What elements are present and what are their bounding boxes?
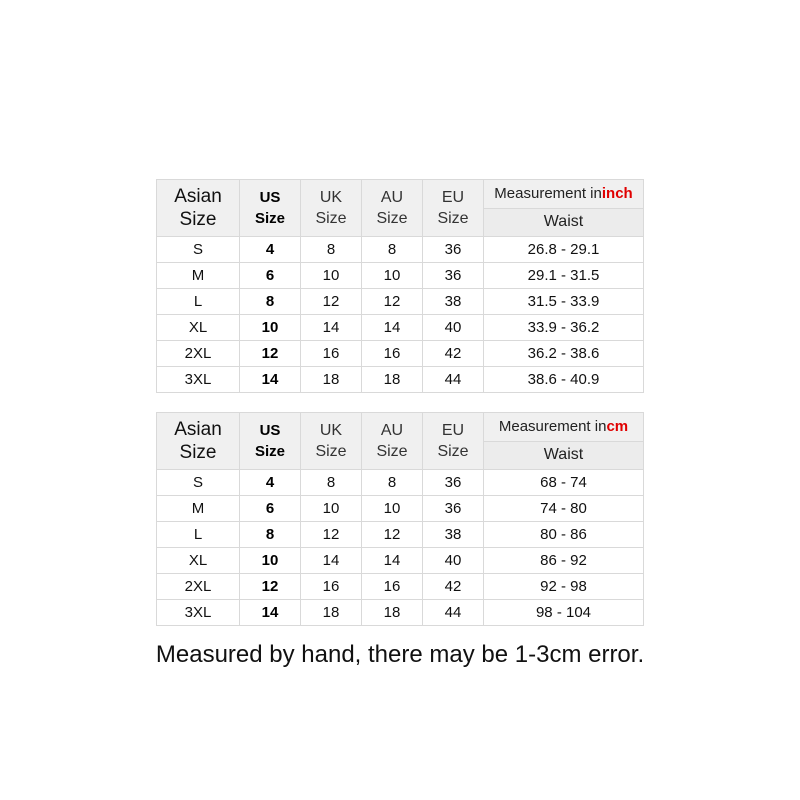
cell-uk-size: 16 (301, 574, 362, 600)
header-eu-size: EU Size (423, 413, 484, 470)
cell-eu-size: 36 (423, 496, 484, 522)
cell-waist: 29.1 - 31.5 (484, 263, 644, 289)
cell-au-size: 10 (362, 496, 423, 522)
cell-us-size: 8 (240, 522, 301, 548)
table-header-row (157, 413, 644, 442)
cell-au-size: 14 (362, 315, 423, 341)
header-asian-size: Asian Size (157, 413, 240, 470)
cell-au-size: 14 (362, 548, 423, 574)
table-body (157, 470, 644, 626)
table-row (157, 574, 644, 600)
cell-waist: 38.6 - 40.9 (484, 367, 644, 393)
cell-eu-size: 44 (423, 367, 484, 393)
table-row (157, 341, 644, 367)
cell-au-size: 12 (362, 289, 423, 315)
cell-us-size: 4 (240, 237, 301, 263)
cell-uk-size: 12 (301, 289, 362, 315)
cell-au-size: 8 (362, 237, 423, 263)
cell-uk-size: 18 (301, 600, 362, 626)
header-us-size: US Size (240, 413, 301, 470)
cell-asian-size: XL (157, 315, 240, 341)
cell-uk-size: 10 (301, 263, 362, 289)
table-row (157, 367, 644, 393)
cell-eu-size: 36 (423, 470, 484, 496)
cell-us-size: 14 (240, 367, 301, 393)
cell-eu-size: 42 (423, 574, 484, 600)
cell-waist: 98 - 104 (484, 600, 644, 626)
cell-uk-size: 8 (301, 237, 362, 263)
cell-eu-size: 40 (423, 548, 484, 574)
cell-au-size: 16 (362, 574, 423, 600)
measurement-unit: cm (606, 417, 629, 435)
cell-uk-size: 14 (301, 315, 362, 341)
table-row (157, 522, 644, 548)
cell-au-size: 10 (362, 263, 423, 289)
cell-waist: 92 - 98 (484, 574, 644, 600)
size-table-inch (156, 179, 644, 393)
table-row (157, 548, 644, 574)
header-uk-size: UK Size (301, 180, 362, 237)
table-header-row (157, 180, 644, 209)
cell-us-size: 12 (240, 341, 301, 367)
cell-us-size: 10 (240, 315, 301, 341)
cell-eu-size: 36 (423, 263, 484, 289)
cell-asian-size: 3XL (157, 600, 240, 626)
cell-uk-size: 12 (301, 522, 362, 548)
cell-asian-size: 3XL (157, 367, 240, 393)
header-waist: Waist (484, 441, 644, 470)
cell-asian-size: XL (157, 548, 240, 574)
cell-eu-size: 40 (423, 315, 484, 341)
header-measurement (484, 413, 644, 442)
cell-us-size: 14 (240, 600, 301, 626)
cell-asian-size: S (157, 237, 240, 263)
cell-asian-size: L (157, 289, 240, 315)
table-row (157, 470, 644, 496)
header-measurement (484, 180, 644, 209)
cell-us-size: 4 (240, 470, 301, 496)
table-row (157, 600, 644, 626)
table-body (157, 237, 644, 393)
table-row (157, 263, 644, 289)
header-au-size: AU Size (362, 413, 423, 470)
cell-au-size: 12 (362, 522, 423, 548)
cell-waist: 86 - 92 (484, 548, 644, 574)
cell-uk-size: 10 (301, 496, 362, 522)
cell-waist: 36.2 - 38.6 (484, 341, 644, 367)
cell-us-size: 6 (240, 263, 301, 289)
cell-waist: 80 - 86 (484, 522, 644, 548)
cell-uk-size: 18 (301, 367, 362, 393)
header-uk-size: UK Size (301, 413, 362, 470)
table-row (157, 315, 644, 341)
header-au-size: AU Size (362, 180, 423, 237)
size-table-cm (156, 412, 644, 626)
cell-uk-size: 16 (301, 341, 362, 367)
header-asian-size: Asian Size (157, 180, 240, 237)
table-row (157, 237, 644, 263)
footnote: Measured by hand, there may be 1-3cm error. (155, 641, 645, 668)
header-waist: Waist (484, 208, 644, 237)
cell-asian-size: 2XL (157, 574, 240, 600)
measurement-label: Measurement in (498, 417, 607, 435)
cell-us-size: 12 (240, 574, 301, 600)
cell-waist: 33.9 - 36.2 (484, 315, 644, 341)
cell-eu-size: 38 (423, 289, 484, 315)
cell-uk-size: 14 (301, 548, 362, 574)
table-row (157, 496, 644, 522)
cell-us-size: 8 (240, 289, 301, 315)
cell-asian-size: 2XL (157, 341, 240, 367)
cell-eu-size: 42 (423, 341, 484, 367)
table-row (157, 289, 644, 315)
cell-eu-size: 36 (423, 237, 484, 263)
cell-uk-size: 8 (301, 470, 362, 496)
header-eu-size: EU Size (423, 180, 484, 237)
cell-au-size: 16 (362, 341, 423, 367)
cell-waist: 31.5 - 33.9 (484, 289, 644, 315)
measurement-label: Measurement in (494, 184, 602, 202)
cell-asian-size: S (157, 470, 240, 496)
cell-au-size: 8 (362, 470, 423, 496)
cell-au-size: 18 (362, 600, 423, 626)
header-us-size: US Size (240, 180, 301, 237)
cell-au-size: 18 (362, 367, 423, 393)
measurement-unit: inch (601, 184, 633, 202)
cell-waist: 74 - 80 (484, 496, 644, 522)
cell-waist: 26.8 - 29.1 (484, 237, 644, 263)
cell-us-size: 10 (240, 548, 301, 574)
cell-eu-size: 44 (423, 600, 484, 626)
cell-asian-size: L (157, 522, 240, 548)
cell-waist: 68 - 74 (484, 470, 644, 496)
cell-asian-size: M (157, 263, 240, 289)
cell-asian-size: M (157, 496, 240, 522)
cell-us-size: 6 (240, 496, 301, 522)
cell-eu-size: 38 (423, 522, 484, 548)
